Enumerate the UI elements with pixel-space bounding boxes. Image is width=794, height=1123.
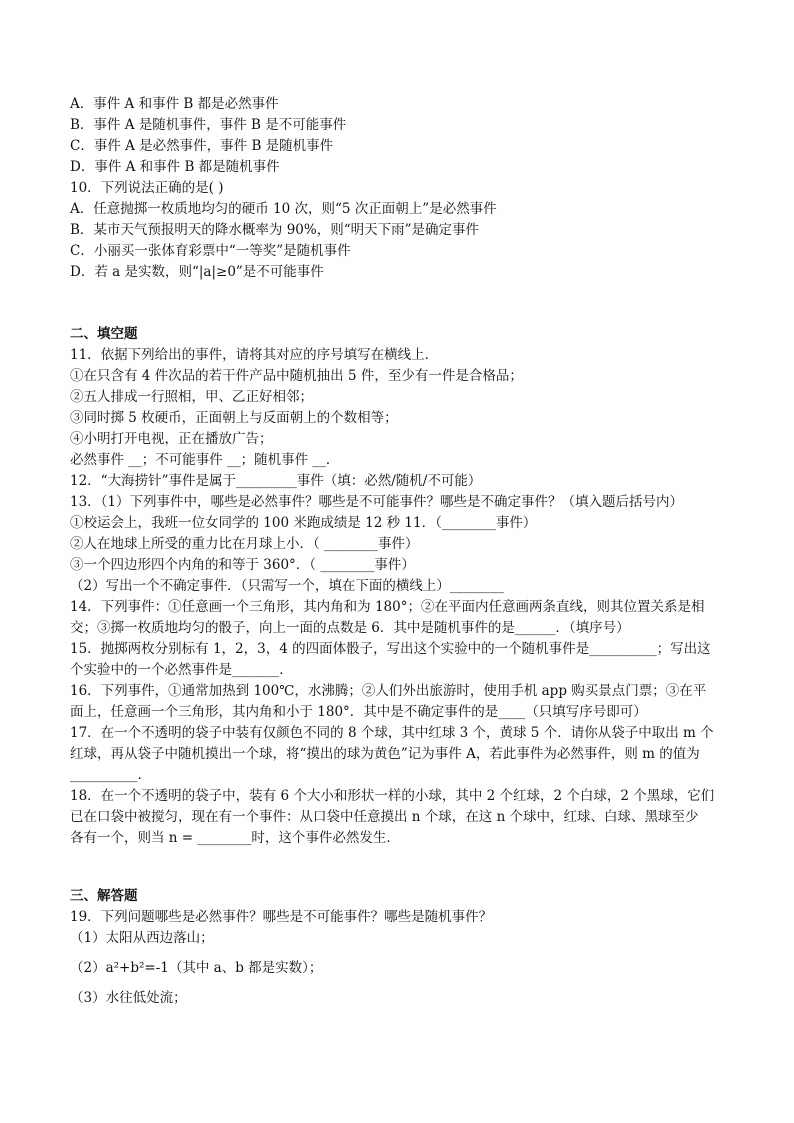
question-18-line-3: 各有一个，则当 n = ________时，这个事件必然发生． — [70, 830, 400, 846]
question-19: 19．下列问题哪些是必然事件？哪些是不可能事件？哪些是随机事件？ — [70, 909, 493, 925]
section-heading-fill-in: 二、填空题 — [70, 326, 138, 342]
question-17-line-2: 红球，再从袋子中随机摸出一个球，将“摸出的球为黄色”记为事件 A，若此事件为必然事件，则 m 的值为 — [70, 746, 700, 762]
question-11: 11．依据下列给出的事件，请将其对应的序号填写在横线上． — [70, 347, 439, 363]
question-15-line-1: 15．抛掷两枚分别标有 1，2，3，4 的四面体骰子，写出这个实验中的一个随机事件是__________；写出这 — [70, 641, 711, 657]
q11-item-1: ①在只含有 4 件次品的若干件产品中随机抽出 5 件，至少有一件是合格品； — [70, 368, 523, 384]
question-14-line-1: 14．下列事件：①任意画一个三角形，其内角和为 180°；②在平面内任意画两条直线，则其位置关系是相 — [70, 599, 705, 615]
q19-item-1: （1）太阳从西边落山； — [70, 930, 214, 946]
option-9d: D．事件 A 和事件 B 都是随机事件 — [70, 159, 280, 175]
question-18-line-1: 18．在一个不透明的袋子中，装有 6 个大小和形状一样的小球，其中 2 个红球，2 个白球，2 个黑球，它们 — [70, 788, 715, 804]
question-13: 13．（1）下列事件中，哪些是必然事件？哪些是不可能事件？哪些是不确定事件？（填入题后括号内） — [70, 494, 684, 510]
option-9c: C．事件 A 是必然事件，事件 B 是随机事件 — [70, 138, 334, 154]
option-9a: A．事件 A 和事件 B 都是必然事件 — [70, 96, 279, 112]
q11-item-2: ②五人排成一行照相，甲、乙正好相邻； — [70, 389, 313, 405]
q13-item-1: ①校运会上，我班一位女同学的 100 米跑成绩是 12 秒 11．（________事件） — [70, 515, 537, 531]
option-10c: C．小丽买一张体育彩票中“一等奖”是随机事件 — [70, 243, 351, 259]
question-18-line-2: 已在口袋中被搅匀，现在有一个事件：从口袋中任意摸出 n 个球，在这 n 个球中，红球、白球、黑球至少 — [70, 809, 699, 825]
question-15-line-2: 个实验中的一个必然事件是_______． — [70, 662, 293, 678]
section-heading-solutions: 三、解答题 — [70, 888, 138, 904]
question-16-line-2: 面上，任意画一个三角形，其内角和小于 180°．其中是不确定事件的是____（只填写序号即可） — [70, 704, 647, 720]
q11-answer-line: 必然事件 __；不可能事件 __；随机事件 __． — [70, 452, 340, 468]
option-10a: A．任意抛掷一枚质地均匀的硬币 10 次，则“5 次正面朝上”是必然事件 — [70, 201, 497, 217]
q19-item-3: （3）水往低处流； — [70, 990, 187, 1006]
q11-item-4: ④小明打开电视，正在播放广告； — [70, 431, 273, 447]
q13-item-2: ②人在地球上所受的重力比在月球上小．（ ________事件） — [70, 536, 419, 552]
question-14-line-2: 交；③掷一枚质地均匀的骰子，向上一面的点数是 6．其中是随机事件的是______．（填序号） — [70, 620, 630, 636]
q13-item-3: ③一个四边形四个内角的和等于 360°．（ ________事件） — [70, 557, 415, 573]
question-12: 12．“大海捞针”事件是属于_________事件（填：必然/随机/不可能） — [70, 473, 482, 489]
option-10d: D．若 a 是实数，则“|a|≥0”是不可能事件 — [70, 264, 324, 280]
option-9b: B．事件 A 是随机事件，事件 B 是不可能事件 — [70, 117, 347, 133]
question-16-line-1: 16．下列事件，①通常加热到 100℃，水沸腾；②人们外出旅游时，使用手机 app 购买景点门票；③在平 — [70, 683, 707, 699]
question-17-line-3: __________． — [70, 767, 151, 783]
question-17-line-1: 17．在一个不透明的袋子中装有仅颜色不同的 8 个球，其中红球 3 个，黄球 5 个．请你从袋子中取出 m 个 — [70, 725, 714, 741]
q11-item-3: ③同时掷 5 枚硬币，正面朝上与反面朝上的个数相等； — [70, 410, 398, 426]
question-10: 10．下列说法正确的是( ) — [70, 180, 224, 196]
option-10b: B．某市天气预报明天的降水概率为 90%，则“明天下雨”是确定事件 — [70, 222, 480, 238]
q13-part-2: （2）写出一个不确定事件．（只需写一个，填在下面的横线上）________ — [70, 578, 504, 594]
q19-item-2: （2）a²+b²=-1（其中 a、b 都是实数）； — [70, 960, 323, 976]
